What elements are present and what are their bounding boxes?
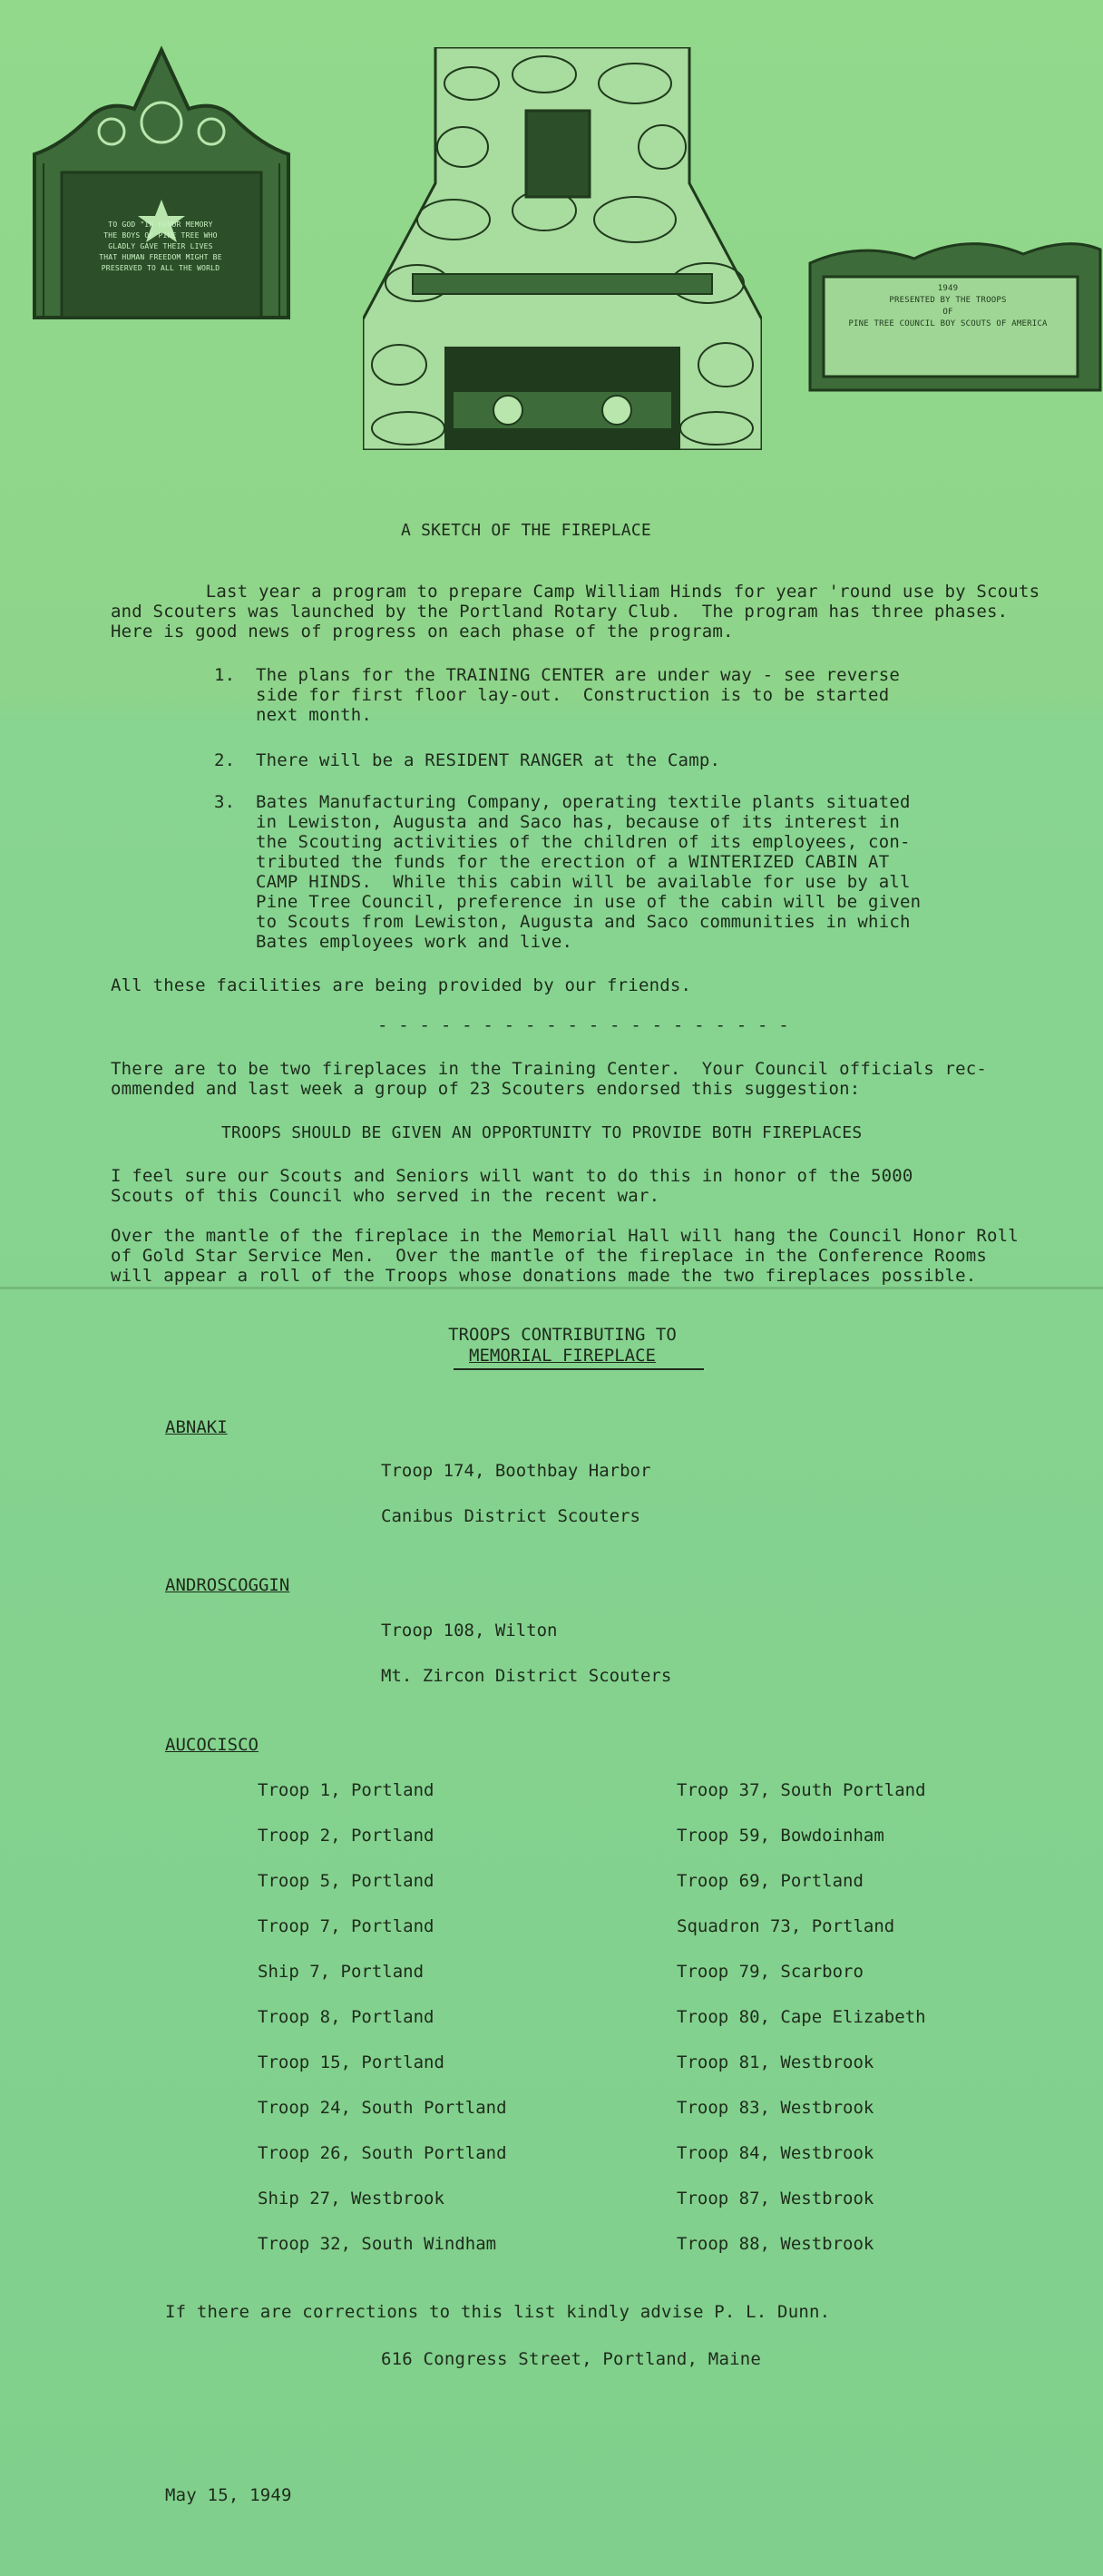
item-line: next month. <box>256 705 373 725</box>
item-line: the Scouting activities of the children of its employees, con- <box>256 832 911 852</box>
section-divider: - - - - - - - - - - - - - - - - - - - - <box>377 1015 789 1035</box>
intro-line: and Scouters was launched by the Portland Rotary Club. The program has three phases. <box>111 602 1009 622</box>
troop-entry: Troop 32, South Windham <box>258 2234 497 2254</box>
honor-line: I feel sure our Scouts and Seniors will want to do this in honor of the 5000 <box>111 1166 913 1186</box>
heading-underline <box>454 1368 704 1370</box>
troop-entry: Troop 59, Bowdoinham <box>677 1826 884 1846</box>
plaque-line: OF <box>942 308 953 317</box>
item-line: The plans for the TRAINING CENTER are under way - see reverse <box>256 665 900 685</box>
item-number: 1. <box>214 665 236 685</box>
plaque-line: PRESERVED TO ALL THE WORLD <box>101 264 220 272</box>
troop-entry: Troop 5, Portland <box>258 1871 434 1891</box>
plaque-line: THE BOYS OF PINE TREE WHO <box>103 231 218 240</box>
district-aucocisco: AUCOCISCO <box>165 1735 259 1755</box>
intro-line: Last year a program to prepare Camp William Hinds for year 'round use by Scouts <box>111 582 1040 602</box>
troop-entry: Troop 1, Portland <box>258 1780 434 1800</box>
resolution-line: TROOPS SHOULD BE GIVEN AN OPPORTUNITY TO PROVIDE BOTH FIREPLACES <box>221 1123 863 1142</box>
item-number: 2. <box>214 750 236 770</box>
page-fold <box>0 1287 1103 1289</box>
troop-entry: Troop 69, Portland <box>677 1871 864 1891</box>
honor-line: Scouts of this Council who served in the recent war. <box>111 1186 660 1206</box>
mantle-line: Over the mantle of the fireplace in the Memorial Hall will hang the Council Honor Roll <box>111 1226 1019 1246</box>
plaque-line: 1949 <box>937 284 959 293</box>
troop-entry: Troop 80, Cape Elizabeth <box>677 2007 926 2027</box>
troop-entry: Troop 108, Wilton <box>381 1621 558 1641</box>
item-line: Bates employees work and live. <box>256 932 573 952</box>
troop-entry: Troop 88, Westbrook <box>677 2234 874 2254</box>
item-line: tributed the funds for the erection of a WINTERIZED CABIN AT <box>256 852 890 872</box>
troop-entry: Canibus District Scouters <box>381 1506 640 1526</box>
item-line: There will be a RESIDENT RANGER at the Camp. <box>256 750 721 770</box>
district-androscoggin: ANDROSCOGGIN <box>165 1575 290 1595</box>
heading-line: TROOPS CONTRIBUTING TO <box>448 1325 677 1345</box>
troop-entry: Troop 7, Portland <box>258 1916 434 1936</box>
fireplace-line: ommended and last week a group of 23 Scouters endorsed this suggestion: <box>111 1079 861 1099</box>
plaque-line: PINE TREE COUNCIL BOY SCOUTS OF AMERICA <box>848 319 1048 328</box>
heading-line: MEMORIAL FIREPLACE <box>469 1346 656 1366</box>
troop-entry: Troop 84, Westbrook <box>677 2143 874 2163</box>
plaque-line: GLADLY GAVE THEIR LIVES <box>108 242 213 250</box>
contributors-heading <box>399 1325 726 1366</box>
intro-line: Here is good news of progress on each phase of the program. <box>111 622 734 642</box>
letter-date: May 15, 1949 <box>165 2485 292 2505</box>
troop-entry: Troop 81, Westbrook <box>677 2052 874 2072</box>
left-plaque-sketch <box>25 45 298 336</box>
district-abnaki: ABNAKI <box>165 1417 228 1437</box>
troop-entry: Squadron 73, Portland <box>677 1916 895 1936</box>
item-line: Bates Manufacturing Company, operating textile plants situated <box>256 792 911 812</box>
troop-entry: Ship 7, Portland <box>258 1962 425 1982</box>
fireplace-sketch <box>363 47 762 450</box>
troop-entry: Mt. Zircon District Scouters <box>381 1666 672 1686</box>
left-plaque-text <box>74 220 247 274</box>
right-plaque-text <box>835 283 1061 330</box>
troop-entry: Troop 15, Portland <box>258 2052 444 2072</box>
item-line: CAMP HINDS. While this cabin will be available for use by all <box>256 872 911 892</box>
troop-entry: Troop 26, South Portland <box>258 2143 507 2163</box>
item-line: in Lewiston, Augusta and Saco has, because of its interest in <box>256 812 900 832</box>
troop-entry: Ship 27, Westbrook <box>258 2189 444 2209</box>
troop-entry: Troop 8, Portland <box>258 2007 434 2027</box>
fireplace-line: There are to be two fireplaces in the Training Center. Your Council officials rec- <box>111 1059 988 1079</box>
item-number: 3. <box>214 792 236 812</box>
facilities-line: All these facilities are being provided by our friends. <box>111 975 692 995</box>
troop-entry: Troop 24, South Portland <box>258 2098 507 2118</box>
plaque-line: TO GOD "IN HONOR MEMORY <box>108 220 213 229</box>
item-line: to Scouts from Lewiston, Augusta and Saco communities in which <box>256 912 911 932</box>
mantle-line: will appear a roll of the Troops whose donations made the two fireplaces possible. <box>111 1266 977 1286</box>
mantle-line: of Gold Star Service Men. Over the mantle of the fireplace in the Conference Rooms <box>111 1246 988 1266</box>
sketch-caption: A SKETCH OF THE FIREPLACE <box>401 521 651 540</box>
address-line: 616 Congress Street, Portland, Maine <box>381 2349 762 2369</box>
troop-entry: Troop 79, Scarboro <box>677 1962 864 1982</box>
troop-entry: Troop 83, Westbrook <box>677 2098 874 2118</box>
troop-entry: Troop 87, Westbrook <box>677 2189 874 2209</box>
plaque-line: PRESENTED BY THE TROOPS <box>889 296 1007 305</box>
corrections-line: If there are corrections to this list kindly advise P. L. Dunn. <box>165 2302 831 2322</box>
troop-entry: Troop 2, Portland <box>258 1826 434 1846</box>
item-line: side for first floor lay-out. Construction is to be started <box>256 685 890 705</box>
troop-entry: Troop 174, Boothbay Harbor <box>381 1461 651 1481</box>
item-line: Pine Tree Council, preference in use of the cabin will be given <box>256 892 922 912</box>
plaque-line: THAT HUMAN FREEDOM MIGHT BE <box>99 253 222 261</box>
troop-entry: Troop 37, South Portland <box>677 1780 926 1800</box>
